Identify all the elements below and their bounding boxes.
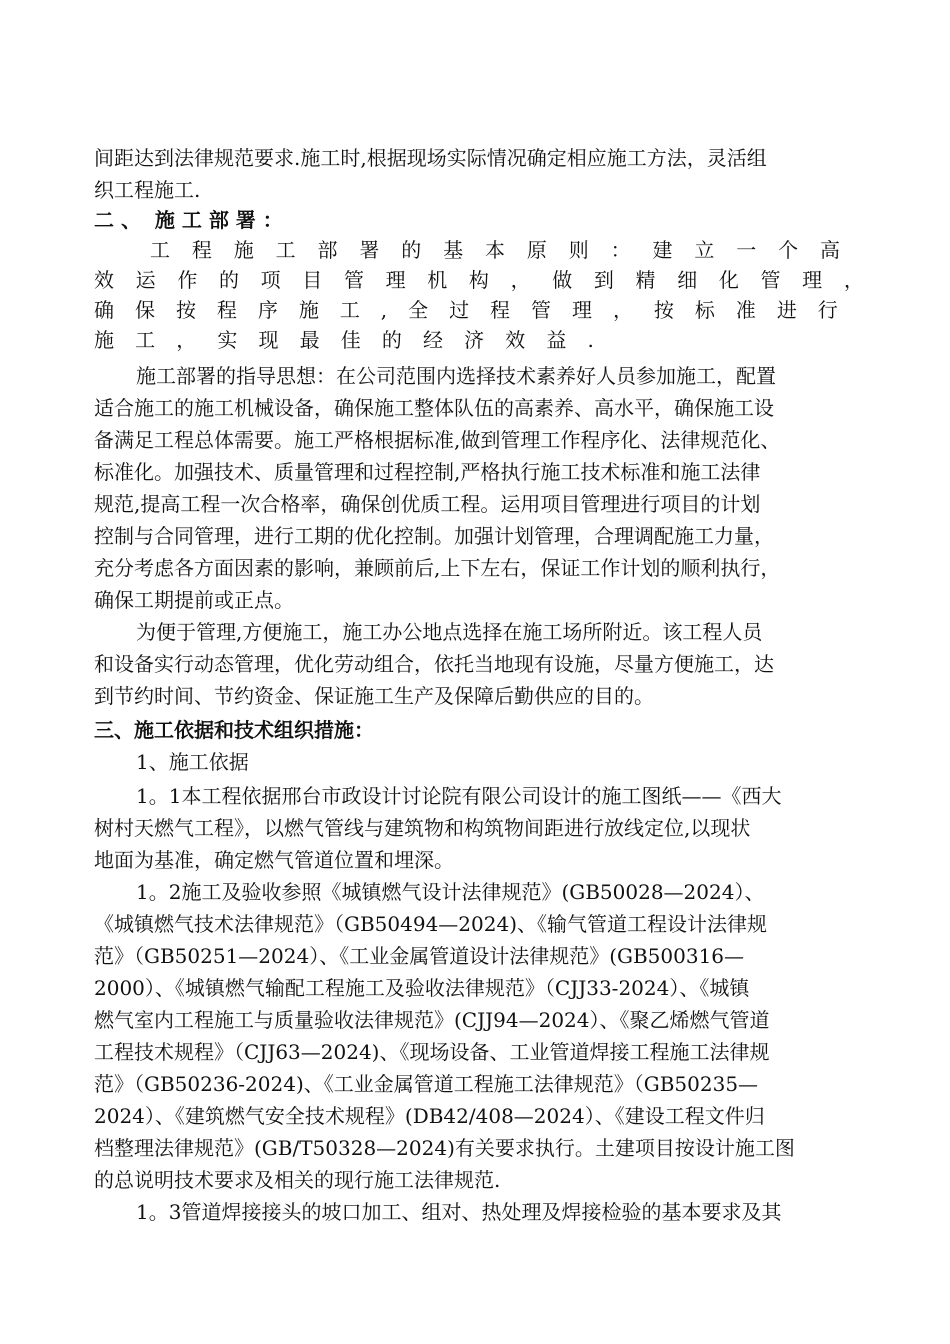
guide-line: 备满足工程总体需要。施工严格根据标准,做到管理工作程序化、法律规范化、 bbox=[94, 428, 781, 452]
principle-line: 工 程 施 工 部 署 的 基 本 原 则 ： 建 立 一 个 高 bbox=[150, 238, 840, 262]
paragraph-1-2-line: 的总说明技术要求及相关的现行施工法律规范. bbox=[94, 1168, 501, 1192]
intro-line: 织工程施工. bbox=[94, 178, 201, 202]
office-line: 为便于管理,方便施工，施工办公地点选择在施工场所附近。该工程人员 bbox=[136, 620, 763, 644]
guide-line: 控制与合同管理，进行工期的优化控制。加强计划管理，合理调配施工力量， bbox=[94, 524, 774, 548]
office-line: 到节约时间、节约资金、保证施工生产及保障后勤供应的目的。 bbox=[94, 684, 654, 708]
principle-line: 确 保 按 程 序 施 工 , 全 过 程 管 理 ， 按 标 准 进 行 bbox=[94, 298, 838, 322]
paragraph-1-2-line: 燃气室内工程施工与质量验收法律规范》(CJJ94—2024）、《聚乙烯燃气管道 bbox=[94, 1008, 770, 1032]
guide-line: 施工部署的指导思想：在公司范围内选择技术素养好人员参加施工，配置 bbox=[136, 364, 776, 388]
paragraph-1-2-line: 范》（GB50236-2024)、《工业金属管道工程施工法律规范》（GB50235— bbox=[94, 1072, 759, 1096]
subsection-1-heading: 1、施工依据 bbox=[136, 750, 249, 774]
paragraph-1-1-line: 地面为基准，确定燃气管道位置和埋深。 bbox=[94, 848, 454, 872]
guide-line: 标准化。加强技术、质量管理和过程控制,严格执行施工技术标准和施工法律 bbox=[94, 460, 761, 484]
paragraph-1-2-line: 《城镇燃气技术法律规范》（GB50494—2024)、《输气管道工程设计法律规 bbox=[94, 912, 767, 936]
guide-line: 适合施工的施工机械设备，确保施工整体队伍的高素养、高水平，确保施工设 bbox=[94, 396, 774, 420]
principle-line: 施 工 ， 实 现 最 佳 的 经 济 效 益 . bbox=[94, 328, 594, 352]
paragraph-1-1-line: 1。1本工程依据邢台市政设计讨论院有限公司设计的施工图纸——《西大 bbox=[136, 784, 782, 808]
guide-line: 确保工期提前或正点。 bbox=[94, 588, 294, 612]
office-line: 和设备实行动态管理，优化劳动组合，依托当地现有设施，尽量方便施工，达 bbox=[94, 652, 774, 676]
guide-line: 充分考虑各方面因素的影响，兼顾前后,上下左右，保证工作计划的顺利执行， bbox=[94, 556, 781, 580]
paragraph-1-2-line: 1。2施工及验收参照《城镇燃气设计法律规范》(GB50028—2024）、 bbox=[136, 880, 765, 904]
paragraph-1-2-line: 范》（GB50251—2024）、《工业金属管道设计法律规范》(GB500316— bbox=[94, 944, 745, 968]
paragraph-1-2-line: 档整理法律规范》(GB/T50328—2024)有关要求执行。土建项目按设计施工图 bbox=[94, 1136, 795, 1160]
paragraph-1-2-line: 2024）、《建筑燃气安全技术规程》(DB42/408—2024）、《建设工程文件归 bbox=[94, 1104, 765, 1128]
paragraph-1-3-line: 1。3管道焊接接头的坡口加工、组对、热处理及焊接检验的基本要求及其 bbox=[136, 1200, 782, 1224]
guide-line: 规范,提高工程一次合格率，确保创优质工程。运用项目管理进行项目的计划 bbox=[94, 492, 761, 516]
paragraph-1-2-line: 工程技术规程》（CJJ63—2024)、《现场设备、工业管道焊接工程施工法律规 bbox=[94, 1040, 770, 1064]
section-3-heading: 三、施工依据和技术组织措施： bbox=[94, 718, 374, 742]
paragraph-1-1-line: 树村天燃气工程》，以燃气管线与建筑物和构筑物间距进行放线定位,以现状 bbox=[94, 816, 751, 840]
paragraph-1-2-line: 2000）、《城镇燃气输配工程施工及验收法律规范》（CJJ33-2024）、《城镇 bbox=[94, 976, 750, 1000]
principle-line: 效 运 作 的 项 目 管 理 机 构 ， 做 到 精 细 化 管 理 ， bbox=[94, 268, 864, 292]
intro-line: 间距达到法律规范要求.施工时,根据现场实际情况确定相应施工方法，灵活组 bbox=[94, 146, 767, 170]
section-2-heading: 二 、 施 工 部 署 ： bbox=[94, 208, 283, 232]
